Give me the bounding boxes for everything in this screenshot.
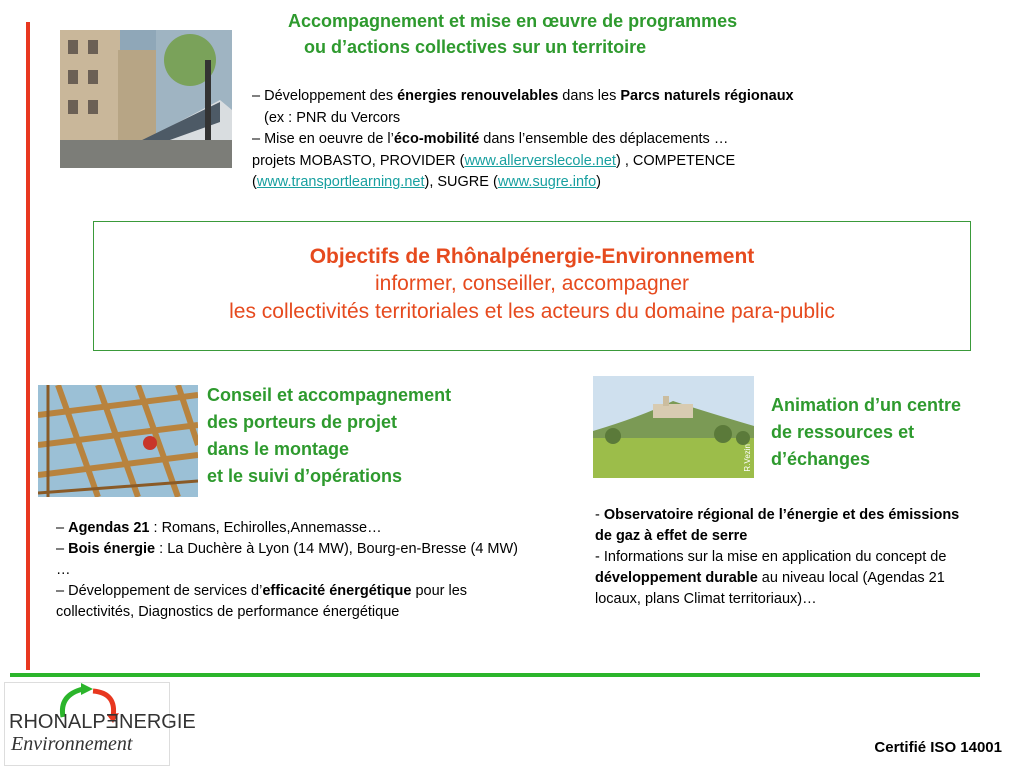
objectives-subtitle-1: informer, conseiller, accompagner: [375, 272, 689, 295]
advice-title-line4: et le suivi d’opérations: [207, 466, 403, 486]
objectives-subtitle-2: les collectivités territoriales et les acteurs du domaine para-public: [229, 300, 835, 323]
resources-title-line2: de ressources et: [771, 422, 915, 442]
bullet-renewables: – Développement des énergies renouvelables dans les Parcs naturels régionaux: [252, 88, 794, 104]
top-bullets: [252, 86, 972, 194]
iso-certification: Certifié ISO 14001: [874, 739, 1002, 756]
bullet-ecomobility: – Mise en oeuvre de l’éco-mobilité dans l’ensemble des déplacements …: [252, 131, 729, 147]
advice-title-line3: dans le montage: [207, 439, 350, 459]
top-title-line2: ou d’actions collectives sur un territoire: [304, 37, 647, 57]
advice-title-line1: Conseil et accompagnement: [207, 385, 452, 405]
objectives-title: Objectifs de Rhônalpénergie-Environnement: [309, 245, 755, 268]
resources-title-line1: Animation d’un centre: [771, 395, 962, 415]
objectives-box: [93, 221, 971, 351]
bullet-observatoire: - Observatoire régional de l’énergie et des émissions de gaz à effet de serre: [595, 507, 960, 544]
top-title-line1: Accompagnement et mise en œuvre de programmes: [288, 11, 738, 31]
bullet-projects-cont: (www.transportlearning.net), SUGRE (www.sugre.info): [252, 174, 601, 190]
logo-line1: RHONALPƎNERGIE: [9, 711, 196, 733]
top-section-title: [288, 8, 737, 60]
bullet-projects: projets MOBASTO, PROVIDER (www.allerverslecole.net) , COMPETENCE: [252, 152, 736, 169]
link-sugre[interactable]: www.sugre.info: [497, 174, 597, 190]
left-red-rule: [26, 22, 30, 670]
advice-title-line2: des porteurs de projet: [207, 412, 398, 432]
advice-bullets: [56, 518, 536, 623]
link-transportlearning[interactable]: www.transportlearning.net: [256, 174, 425, 190]
resources-bullets: [595, 505, 975, 610]
rhonalpenergie-logo: [4, 682, 196, 766]
bullet-vercors: (ex : PNR du Vercors: [264, 109, 401, 126]
bottom-green-rule: [10, 673, 980, 677]
tram-photo: [60, 30, 232, 168]
village-landscape-photo: [593, 376, 754, 478]
advice-title: [207, 382, 451, 490]
resources-title: [771, 392, 961, 473]
bullet-informations: - Informations sur la mise en application du concept de développement durable au niveau local (Agendas 21 locaux, plans Climat territoriaux)…: [595, 549, 947, 607]
bullet-bois-energie: – Bois énergie : La Duchère à Lyon (14 MW), Bourg-en-Bresse (4 MW) …: [56, 541, 519, 578]
photo-credit: R.Vezin: [743, 444, 752, 472]
link-allerverslecole[interactable]: www.allerverslecole.net: [464, 152, 616, 169]
resources-title-line3: d’échanges: [771, 449, 871, 469]
bullet-efficacite: – Développement de services d’efficacité énergétique pour les collectivités, Diagnostics de performance énergétique: [56, 583, 468, 620]
logo-line2: Environnement: [11, 733, 133, 755]
wood-frame-photo: [38, 385, 198, 497]
bullet-agendas21: – Agendas 21 : Romans, Echirolles,Annemasse…: [56, 520, 382, 536]
